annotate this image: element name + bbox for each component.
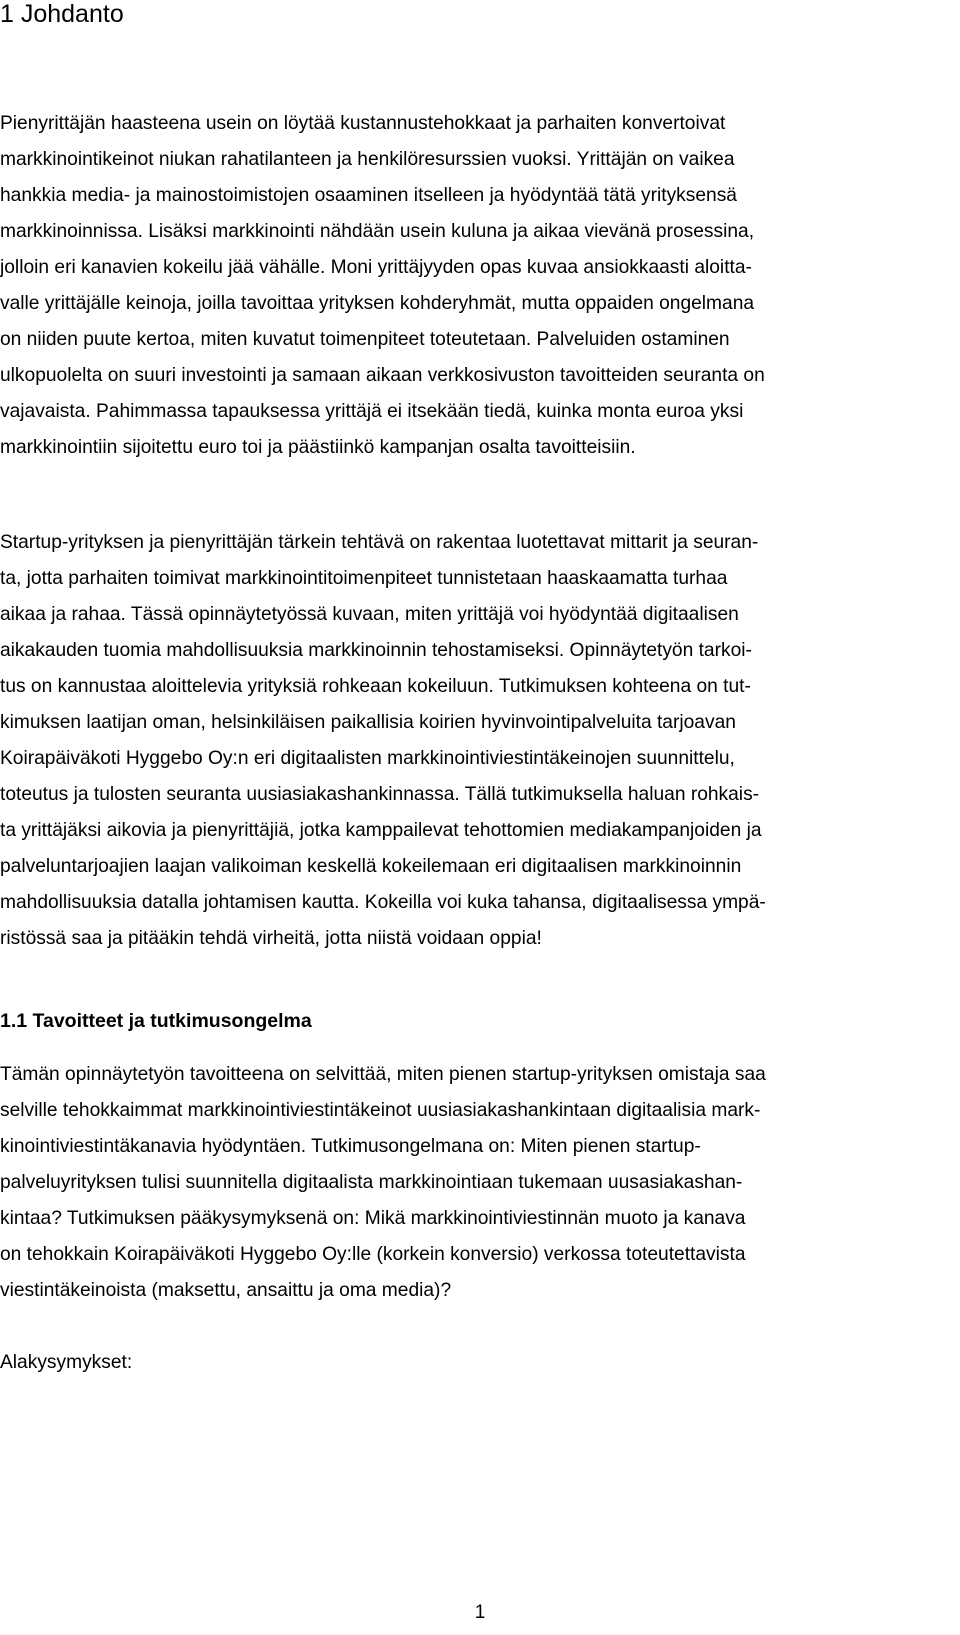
paragraph-line: selville tehokkaimmat markkinointiviestintäkeinot uusiasiakashankintaan digitaalisia mark- [0,1100,761,1121]
paragraph-line: Tämän opinnäytetyön tavoitteena on selvittää, miten pienen startup-yrityksen omistaja saa [0,1064,766,1085]
paragraph-line: valle yrittäjälle keinoja, joilla tavoittaa yrityksen kohderyhmät, mutta oppaiden ongelmana [0,293,755,314]
paragraph-line: jolloin eri kanavien kokeilu jää vähälle. Moni yrittäjyyden opas kuvaa ansiokkaasti aloitta- [0,257,752,278]
paragraph-line: ulkopuolelta on suuri investointi ja samaan aikaan verkkosivuston tavoitteiden seuranta on [0,365,765,386]
paragraph-line: aikakauden tuomia mahdollisuuksia markkinoinnin tehostamiseksi. Opinnäytetyön tarkoi- [0,640,752,661]
paragraph-line: mahdollisuuksia datalla johtamisen kautta. Kokeilla voi kuka tahansa, digitaalisessa ympä- [0,892,766,913]
paragraph-line: tus on kannustaa aloittelevia yrityksiä rohkeaan kokeiluun. Tutkimuksen kohteena on tut- [0,676,751,697]
paragraph-line: ta yrittäjäksi aikovia ja pienyrittäjiä, jotka kamppailevat tehottomien mediakampanjoiden ja [0,820,762,841]
paragraph-line: Startup-yrityksen ja pienyrittäjän tärkein tehtävä on rakentaa luotettavat mittarit ja seuran- [0,532,759,553]
paragraph-line: viestintäkeinoista (maksettu, ansaittu ja oma media)? [0,1280,452,1301]
paragraph-line: Koirapäiväkoti Hyggebo Oy:n eri digitaalisten markkinointiviestintäkeinojen suunnittelu, [0,748,735,769]
paragraph-line: on niiden puute kertoa, miten kuvatut toimenpiteet toteutetaan. Palveluiden ostaminen [0,329,730,350]
paragraph-line: kinointiviestintäkanavia hyödyntäen. Tutkimusongelmana on: Miten pienen startup- [0,1136,701,1157]
paragraph-line: ta, jotta parhaiten toimivat markkinointitoimenpiteet tunnistetaan haaskaamatta turhaa [0,568,728,589]
paragraph-line: on tehokkain Koirapäiväkoti Hyggebo Oy:lle (korkein konversio) verkossa toteutettavista [0,1244,746,1265]
paragraph-line: vajavaista. Pahimmassa tapauksessa yrittäjä ei itsekään tiedä, kuinka monta euroa yksi [0,401,744,422]
paragraph-line: markkinoinnissa. Lisäksi markkinointi nähdään usein kuluna ja aikaa vievänä prosessina, [0,221,755,242]
page-number: 1 [474,1602,486,1623]
paragraph-line: aikaa ja rahaa. Tässä opinnäytetyössä kuvaan, miten yrittäjä voi hyödyntää digitaalisen [0,604,739,625]
subquestions-label: Alakysymykset: [0,1352,133,1373]
paragraph-line: toteutus ja tulosten seuranta uusiasiakashankinnassa. Tällä tutkimuksella haluan rohkais- [0,784,760,805]
paragraph-line: ristössä saa ja pitääkin tehdä virheitä, jotta niistä voidaan oppia! [0,928,542,949]
chapter-heading: 1 Johdanto [0,0,124,28]
paragraph-line: markkinointikeinot niukan rahatilanteen ja henkilöresurssien vuoksi. Yrittäjän on vaikea [0,149,735,170]
paragraph-line: palveluyrityksen tulisi suunnitella digitaalista markkinointiaan tukemaan uusasiakashan- [0,1172,743,1193]
paragraph-line: markkinointiin sijoitettu euro toi ja päästiinkö kampanjan osalta tavoitteisiin. [0,437,636,458]
section-heading: 1.1 Tavoitteet ja tutkimusongelma [0,1010,312,1032]
paragraph-line: hankkia media- ja mainostoimistojen osaaminen itselleen ja hyödyntää tätä yrityksensä [0,185,737,206]
paragraph-line: kintaa? Tutkimuksen pääkysymyksenä on: Mikä markkinointiviestinnän muoto ja kanava [0,1208,746,1229]
paragraph-line: Pienyrittäjän haasteena usein on löytää kustannustehokkaat ja parhaiten konvertoivat [0,113,726,134]
paragraph-line: kimuksen laatijan oman, helsinkiläisen paikallisia koirien hyvinvointipalveluita tarjoavan [0,712,736,733]
paragraph-line: palveluntarjoajien laajan valikoiman keskellä kokeilemaan eri digitaalisen markkinoinnin [0,856,742,877]
